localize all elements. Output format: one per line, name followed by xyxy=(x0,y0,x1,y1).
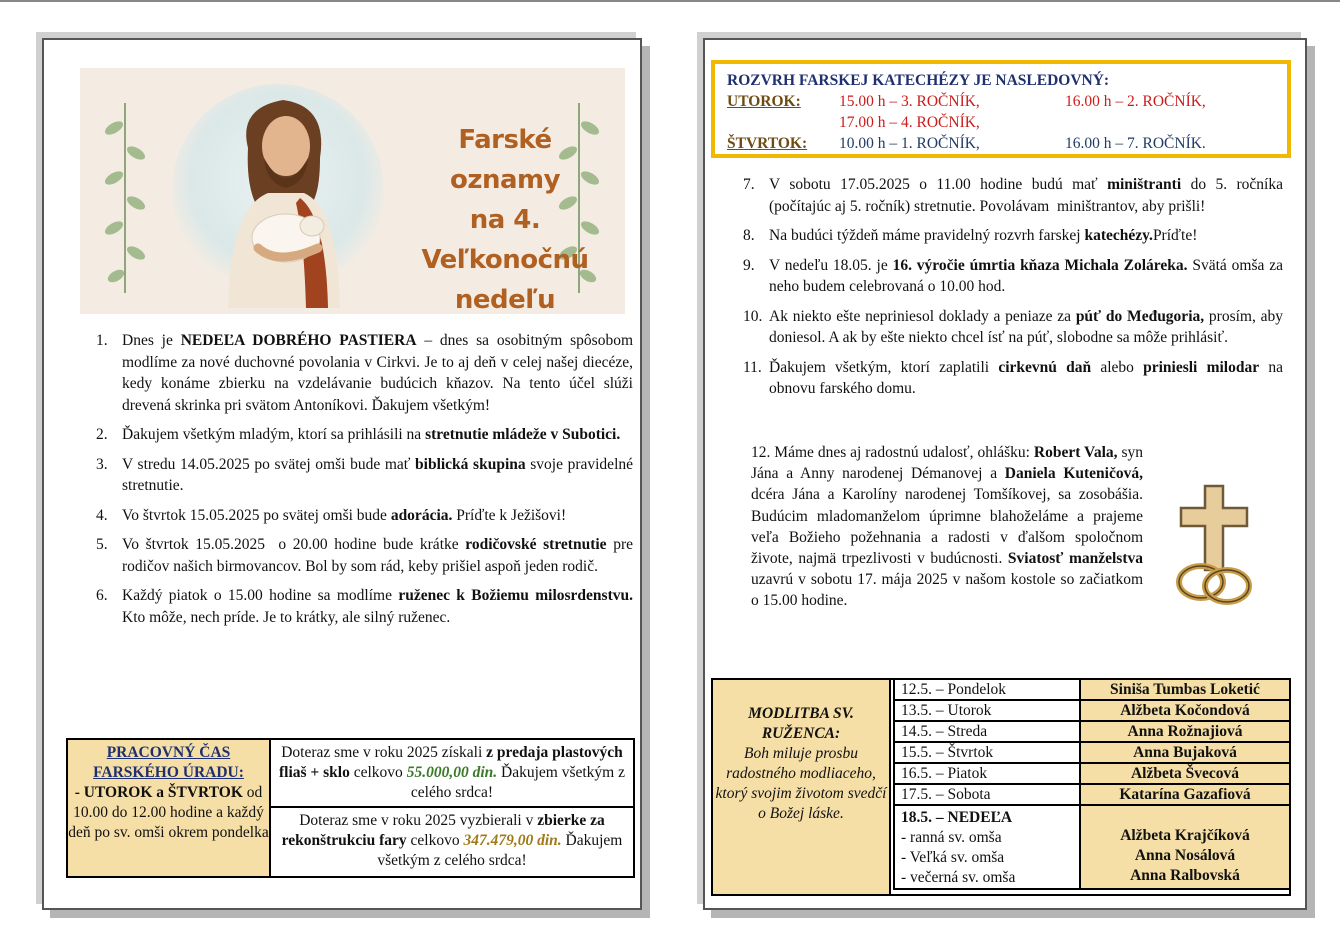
catechesis-thursday-row xyxy=(727,133,1275,154)
table-row-sunday xyxy=(894,805,1289,889)
rosary-intro xyxy=(713,680,891,894)
item-number: 5. xyxy=(96,536,108,553)
rosary-leader: Anna Rožnajiová xyxy=(1080,721,1289,742)
rosary-leader xyxy=(1080,805,1289,889)
rosary-day: 14.5. – Streda xyxy=(894,721,1080,742)
office-hours-text: - UTOROK a ŠTVRTOK od 10.00 do 12.00 hodine a každý deň po sv. omši okrem pondelka xyxy=(68,784,269,841)
mass-label: - ranná sv. omša xyxy=(901,829,1002,846)
table-row xyxy=(894,721,1289,742)
donation-rectory: Doteraz sme v roku 2025 vyzbierali v zbierke za rekonštrukciu fary celkovo 347.479,00 din. Ďakujem všetkým z celého srdca! xyxy=(281,812,623,869)
office-hours-heading: PRACOVNÝ ČAS FARSKÉHO ÚRADU: xyxy=(93,744,244,781)
rosary-day: 16.5. – Piatok xyxy=(894,763,1080,784)
item-number: 8. xyxy=(743,227,755,244)
item-text: V sobotu 17.05.2025 o 11.00 hodine budú mať miništranti do 5. ročníka (počítajúc aj 5. ročník) stretnutie. Povolávam miništrantov, aby prišli! xyxy=(769,176,1283,215)
rosary-leader: Anna Bujaková xyxy=(1080,742,1289,763)
list-item xyxy=(743,174,1283,217)
table-row xyxy=(894,680,1289,700)
item-text: Ďakujem všetkým, ktorí zaplatili cirkevnú daň alebo priniesli milodar na obnovu farského domu. xyxy=(769,358,1283,397)
cross-and-rings-icon xyxy=(1171,482,1257,610)
wedding-announcement: 12. Máme dnes aj radostnú udalosť, ohlášku: Robert Vala, syn Jána a Anny narodenej Démanovej a Daniela Kuteničová, dcéra Jána a Karolíny narodenej Tomšíkovej, sa zosobášia. Budúcim mladomanželom úprimne blahoželáme a prajeme veľa Božieho požehnania a radosti v ďalšom spoločnom živote, najmä trpezlivosti v budúcnosti. Sviatosť manželstva uzavrú v sobotu 17. mája 2025 v našom kostole so začiatkom o 15.00 hodine. xyxy=(751,444,1143,610)
item-text: V nedeľu 18.05. je 16. výročie úmrtia kňaza Michala Zoláreka. Svätá omša za neho budem celebrovaná o 10.00 hod. xyxy=(769,256,1283,295)
list-item xyxy=(743,225,1283,247)
good-shepherd-image xyxy=(208,88,358,308)
banner-title-line: na 4. xyxy=(469,205,541,235)
banner-title-line: Farské xyxy=(458,125,552,155)
schedule-slot: 16.00 h – 7. ROČNÍK. xyxy=(1065,135,1206,152)
mass-label: - večerná sv. omša xyxy=(901,869,1016,886)
tuesday-label: UTOROK: xyxy=(727,93,801,110)
table-row xyxy=(894,742,1289,763)
rosary-schedule xyxy=(711,678,1291,896)
item-text: V stredu 14.05.2025 po svätej omši bude mať biblická skupina svoje pravidelné stretnutie. xyxy=(122,455,634,494)
list-item xyxy=(743,357,1283,400)
leaf-branch-icon xyxy=(102,98,148,298)
right-page xyxy=(703,38,1307,910)
rosary-day: 12.5. – Pondelok xyxy=(894,680,1080,700)
list-item xyxy=(96,454,633,497)
rosary-leader: Katarína Gazafiová xyxy=(1080,784,1289,805)
list-item xyxy=(96,585,633,628)
schedule-slot: 10.00 h – 1. ROČNÍK, xyxy=(839,135,980,152)
list-item xyxy=(96,534,633,577)
rosary-heading: MODLITBA SV. RUŽENCA: xyxy=(748,705,854,742)
banner-title-line: oznamy xyxy=(449,165,561,195)
item-number: 6. xyxy=(96,587,108,604)
top-rule xyxy=(0,0,1340,2)
donations-box xyxy=(271,738,635,878)
item-text: Vo štvrtok 15.05.2025 po svätej omši bude adorácia. Príďte k Ježišovi! xyxy=(122,506,567,524)
sunday-label: 18.5. – NEDEĽA xyxy=(901,809,1013,826)
catechesis-tuesday-row xyxy=(727,91,1275,112)
leader-name: Anna Nosálová xyxy=(1134,847,1236,864)
announcement-list xyxy=(743,174,1283,408)
banner-title-line: nedeľu xyxy=(454,285,556,315)
table-row xyxy=(894,784,1289,805)
rosary-leader: Alžbeta Kočondová xyxy=(1080,700,1289,721)
item-number: 2. xyxy=(96,426,108,443)
donation-bottles: Doteraz sme v roku 2025 získali z predaja plastových fliaš + sklo celkovo 55.000,00 din. Ďakujem všetkým z celého srdca! xyxy=(271,740,633,808)
office-hours-box xyxy=(66,738,271,878)
item-text: Vo štvrtok 15.05.2025 o 20.00 hodine bude krátke rodičovské stretnutie pre rodičov našich birmovancov. Bol by som rád, keby prišiel aspoň jeden rodič. xyxy=(122,536,633,575)
item-number: 3. xyxy=(96,455,108,473)
header-banner xyxy=(80,68,625,314)
list-item xyxy=(743,306,1283,349)
schedule-slot: 17.00 h – 4. ROČNÍK, xyxy=(839,114,980,131)
rosary-day xyxy=(894,805,1080,889)
item-text: Ďakujem všetkým mladým, ktorí sa prihlásili na stretnutie mládeže v Subotici. xyxy=(122,426,621,443)
item-number: 9. xyxy=(743,256,755,274)
catechesis-tuesday-row-2 xyxy=(727,112,1275,133)
list-item xyxy=(96,505,633,527)
table-row xyxy=(894,700,1289,721)
item-number: 10. xyxy=(743,307,763,325)
banner-title xyxy=(415,120,595,320)
list-item xyxy=(96,330,633,416)
rosary-day: 15.5. – Štvrtok xyxy=(894,742,1080,763)
leader-name: Alžbeta Krajčíková xyxy=(1120,827,1250,844)
item-number: 1. xyxy=(96,332,108,349)
announcement-list xyxy=(96,330,633,636)
leader-name: Anna Ralbovská xyxy=(1130,867,1240,884)
item-text: Ak niekto ešte nepriniesol doklady a peniaze za púť do Međugoria, prosím, aby doniesol. A ak by ešte niekto chcel ísť na púť, slobodne sa môže prihlásiť. xyxy=(769,307,1283,346)
catechesis-schedule-box xyxy=(711,60,1291,158)
rosary-day: 13.5. – Utorok xyxy=(894,700,1080,721)
schedule-slot: 16.00 h – 2. ROČNÍK, xyxy=(1065,93,1206,110)
banner-title-line: Veľkonočnú xyxy=(421,245,589,275)
table-row xyxy=(894,763,1289,784)
catechesis-title: ROZVRH FARSKEJ KATECHÉZY JE NASLEDOVNÝ: xyxy=(727,72,1110,89)
rosary-leader: Siniša Tumbas Loketić xyxy=(1080,680,1289,700)
rosary-table xyxy=(893,680,1289,890)
item-text: Každý piatok o 15.00 hodine sa modlíme ruženec k Božiemu milosrdenstvu. Kto môže, nech príde. Je to krátky, ale silný ruženec. xyxy=(122,587,633,626)
mass-label: - Veľká sv. omša xyxy=(901,849,1005,866)
item-number: 11. xyxy=(743,358,762,376)
schedule-slot: 15.00 h – 3. ROČNÍK, xyxy=(839,93,980,110)
rosary-leader: Alžbeta Švecová xyxy=(1080,763,1289,784)
item-text: Dnes je NEDEĽA DOBRÉHO PASTIERA – dnes sa osobitným spôsobom modlíme za nové duchovné povolania v Cirkvi. Je to aj deň v celej našej diecéze, kedy konáme zbierku na vzdelávanie budúcich kňazov. Na tento účel slúži drevená skrinka pri svätom Antoníkovi. Ďakujem všetkým! xyxy=(122,332,634,414)
thursday-label: ŠTVRTOK: xyxy=(727,135,808,152)
item-number: 7. xyxy=(743,176,755,193)
list-item xyxy=(743,255,1283,298)
item-number: 4. xyxy=(96,506,108,524)
left-page xyxy=(42,38,642,910)
rosary-text: Boh miluje prosbu radostného modliaceho, ktorý svojim životom svedčí o Božej láske. xyxy=(715,745,887,822)
rosary-day: 17.5. – Sobota xyxy=(894,784,1080,805)
item-text: Na budúci týždeň máme pravidelný rozvrh farskej katechézy.Príďte! xyxy=(769,227,1198,244)
list-item xyxy=(96,424,633,446)
